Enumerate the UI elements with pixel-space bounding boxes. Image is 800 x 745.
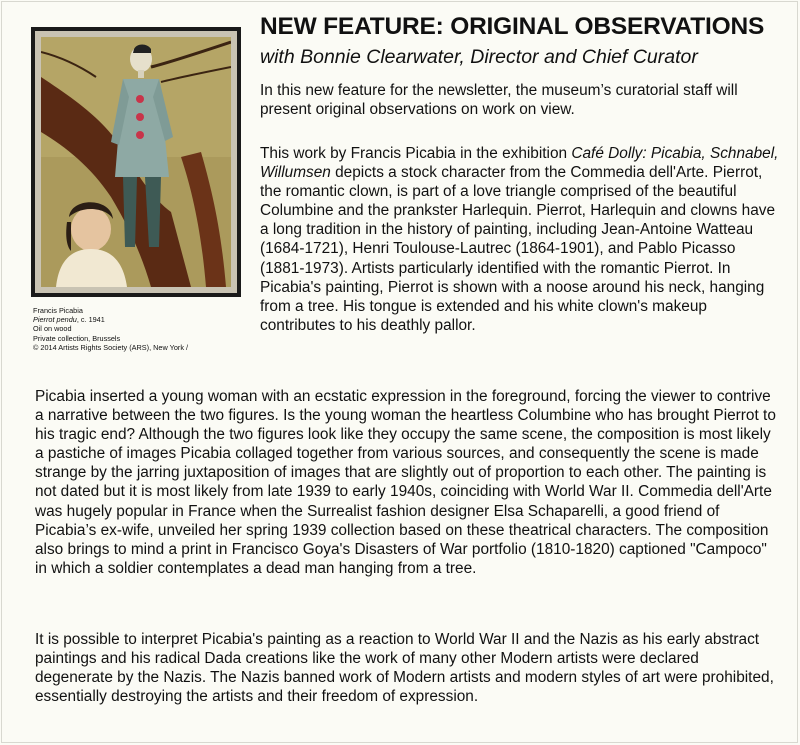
caption-title-line — [33, 315, 243, 324]
painting-image — [31, 27, 241, 297]
paragraph-3: It is possible to interpret Picabia's painting as a reaction to World War II and the Nazis as his early abstract paintings and his radical Dada creations like the work of many other Modern artists were declared degenerate by the Nazis. The Nazis banned work of Modern artists and modern styles of art were prohibited, essentially destroying the artists and their freedom of expression. — [35, 631, 774, 706]
page-title: NEW FEATURE: ORIGINAL OBSERVATIONS — [260, 13, 765, 40]
caption-collection: Private collection, Brussels — [33, 333, 121, 343]
pierrot-painting-illustration — [41, 37, 231, 287]
page-subtitle: with Bonnie Clearwater, Director and Chief Curator — [260, 46, 698, 68]
paragraph-2: Picabia inserted a young woman with an ecstatic expression in the foreground, forcing the viewer to contrive a narrative between the two figures. Is the young woman the heartless Columbine who has brought Pierrot to his tragic end? Although the two figures look like they occupy the same scene, the composition is most likely a pastiche of images Picabia collaged together from various sources, and consequently the scene is made strange by the jarring juxtaposition of images that are slightly out of proportion to each other. The painting is not dated but it is most likely from late 1939 to early 1940s, coinciding with World War II. Commedia dell'Arte was hugely popular in France when the Surrealist fashion designer Elsa Schaparelli, a good friend of Picabia’s ex-wife, unveiled her spring 1939 collection based on these theatrical characters. The composition also brings to mind a print in Francisco Goya's Disasters of War portfolio (1810-1820) captioned "Campoco" in which a soldier contemplates a dead man hanging from a tree. — [35, 388, 776, 577]
caption-date: , c. 1941 — [76, 315, 105, 325]
caption-title: Pierrot pendu — [33, 315, 77, 325]
paragraph-1-lead: This work by Francis Picabia in the exhibition — [260, 145, 572, 162]
paragraph-1-rest: depicts a stock character from the Commedia dell'Arte. Pierrot, the romantic clown, is part of a love triangle comprised of the beautiful Columbine and the prankster Harlequin. Pierrot, Harlequin and clowns have a long tradition in the history of painting, including Jean-Antoine Watteau (1684-1721), Henri Toulouse-Lautrec (1864-1901), and Pablo Picasso (1881-1973). Artists particularly identified with the romantic Pierrot. In Picabia's painting, Pierrot is shown with a noose around his neck, hanging from a tree. His tongue is extended and his white clown's makeup contributes to his deathly pallor. — [260, 164, 776, 334]
intro-paragraph: In this new feature for the newsletter, the museum’s curatorial staff will present original observations on work on view. — [260, 82, 738, 119]
image-caption — [33, 306, 243, 352]
painting-canvas — [35, 31, 237, 293]
paragraph-1 — [260, 144, 780, 335]
caption-medium: Oil on wood — [33, 324, 72, 334]
exhibition-title: Café Dolly: Picabia, Schnabel, Willumsen — [260, 145, 779, 182]
caption-copyright: © 2014 Artists Rights Society (ARS), New York / — [33, 342, 189, 352]
caption-artist: Francis Picabia — [33, 306, 83, 315]
